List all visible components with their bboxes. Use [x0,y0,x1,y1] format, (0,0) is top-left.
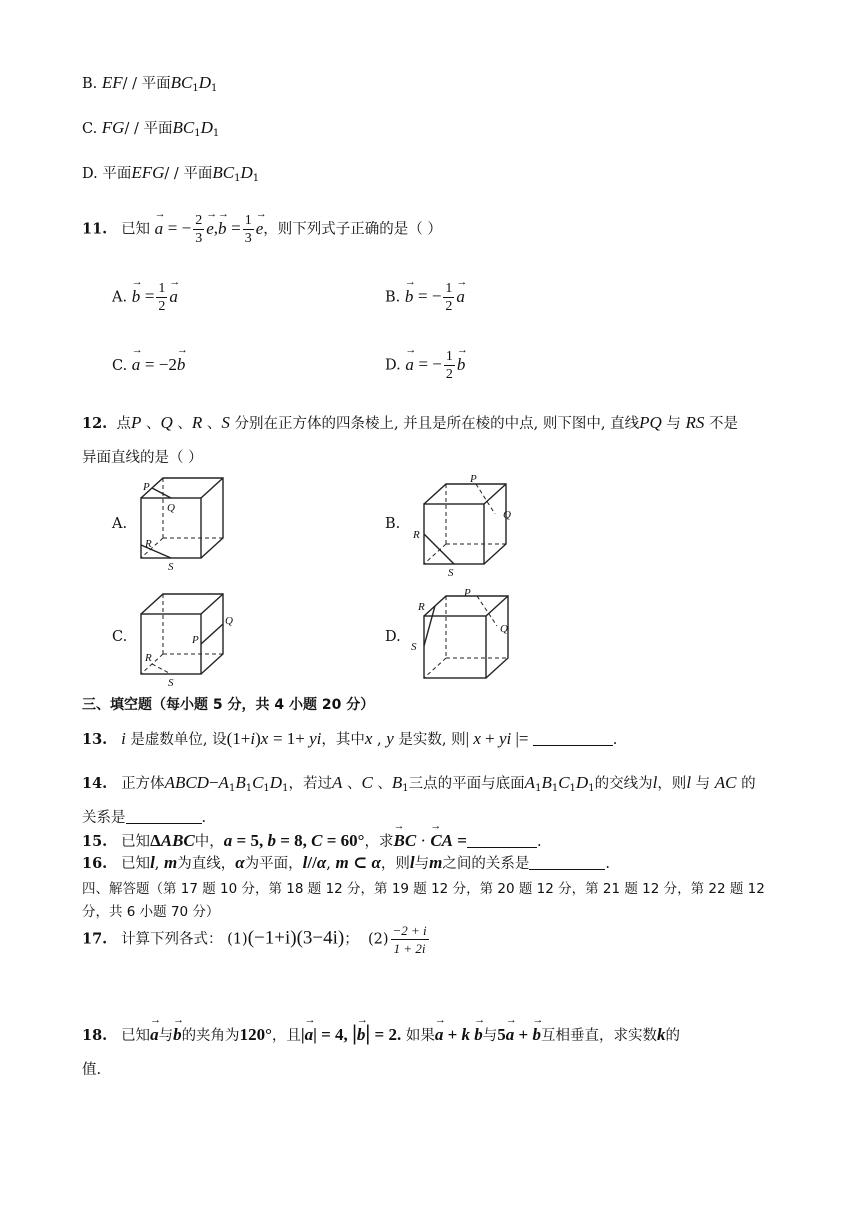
question-12-line2: 异面直线的是（ ） [82,450,203,466]
q12-option-d-label[interactable]: D. [385,629,401,645]
svg-text:R: R [145,538,152,550]
svg-text:R: R [413,529,420,541]
svg-text:S: S [168,677,174,689]
svg-text:Q: Q [503,509,511,521]
question-18-line2: 值. [82,1062,102,1078]
q12-option-a-label[interactable]: A. [112,516,128,532]
q12-option-b-label[interactable]: B. [385,516,401,532]
question-17: 17. 计算下列各式： (1)(−1+i)(3−4i)； (2) $\frac{-2 + i}{1 + 2i}$ [82,923,427,956]
q12-option-c-label[interactable]: C. [112,629,128,645]
q11-option-c[interactable]: C. → a = −2→ b [112,355,185,375]
section-3-heading: 三、填空题（每小题 5 分，共 4 小题 20 分） [82,697,375,713]
question-18-line1: 18. 已知→ a与→ b的夹角为120°，且|→ a| = 4, |→ b| = 2. 如果→ a + k → b与5→ a + → b互相垂直，求实数k的 [82,1020,680,1046]
svg-text:Q: Q [500,623,508,635]
svg-text:P: P [192,634,199,646]
svg-text:S: S [448,567,454,579]
svg-text:R: R [418,601,425,613]
svg-text:Q: Q [225,615,233,627]
question-13: 13. i 是虚数单位, 设(1+i)x = 1+ yi，其中x , y 是实数, 则| x + yi |= . [82,729,618,748]
q11-option-b[interactable]: B. → b = − $\frac{1}{2}$ → a [385,280,465,315]
question-15: 15. 已知ΔABC中，a = 5, b = 8, C = 60°，求→ BC · → CA = . [82,830,542,851]
svg-text:Q: Q [167,502,175,514]
question-11: 11. 已知 → a = − $\frac{2}{3}$ → e,→ b = $\frac{1}{3}$ → e，则下列式子正确的是（ ） [82,212,442,247]
svg-text:R: R [145,652,152,664]
cube-figure-b [410,472,520,582]
svg-text:S: S [168,561,174,573]
svg-text:S: S [411,641,417,653]
question-12-line1: 12. 点P 、Q 、R 、S 分别在正方体的四条棱上, 并且是所在棱的中点, 则下图中, 直线PQ 与 RS 不是 [82,413,738,432]
cube-figure-a [135,474,235,574]
svg-text:P: P [464,587,471,599]
q11-option-a[interactable]: A. → b = $\frac{1}{2}$ → a [112,280,178,315]
option-d-eq: D. 平面EFG/ / 平面$BC_1D_1$ [82,163,260,184]
option-c-eq: C. FG/ / 平面$BC_1D_1$ [82,118,220,139]
question-14-line2: 关系是 . [82,810,207,826]
section-4-heading-line1: 四、解答题（第 17 题 10 分，第 18 题 12 分，第 19 题 12 分，第 20 题 12 分，第 21 题 12 分，第 22 题 12 [82,881,765,897]
section-4-heading-line2: 分，共 6 小题 70 分） [82,904,220,920]
svg-text:P: P [143,481,150,493]
option-b-eq: B. EF/ / 平面$BC_1D_1$ [82,73,218,94]
svg-text:P: P [470,473,477,485]
question-14-line1: 14. 正方体$ABCD-A_1B_1C_1D_1$，若过A 、C 、$B_1$三点的平面与底面$A_1B_1C_1D_1$的交线为l，则l 与 AC 的 [82,773,756,794]
cube-figure-c [135,590,245,690]
q11-option-d[interactable]: D. → a = − $\frac{1}{2}$ → b [385,348,465,383]
question-16: 16. 已知l, m为直线，α为平面，l//α, m ⊂ α，则l与m之间的关系是 . [82,853,610,872]
cube-figure-d [410,586,520,686]
